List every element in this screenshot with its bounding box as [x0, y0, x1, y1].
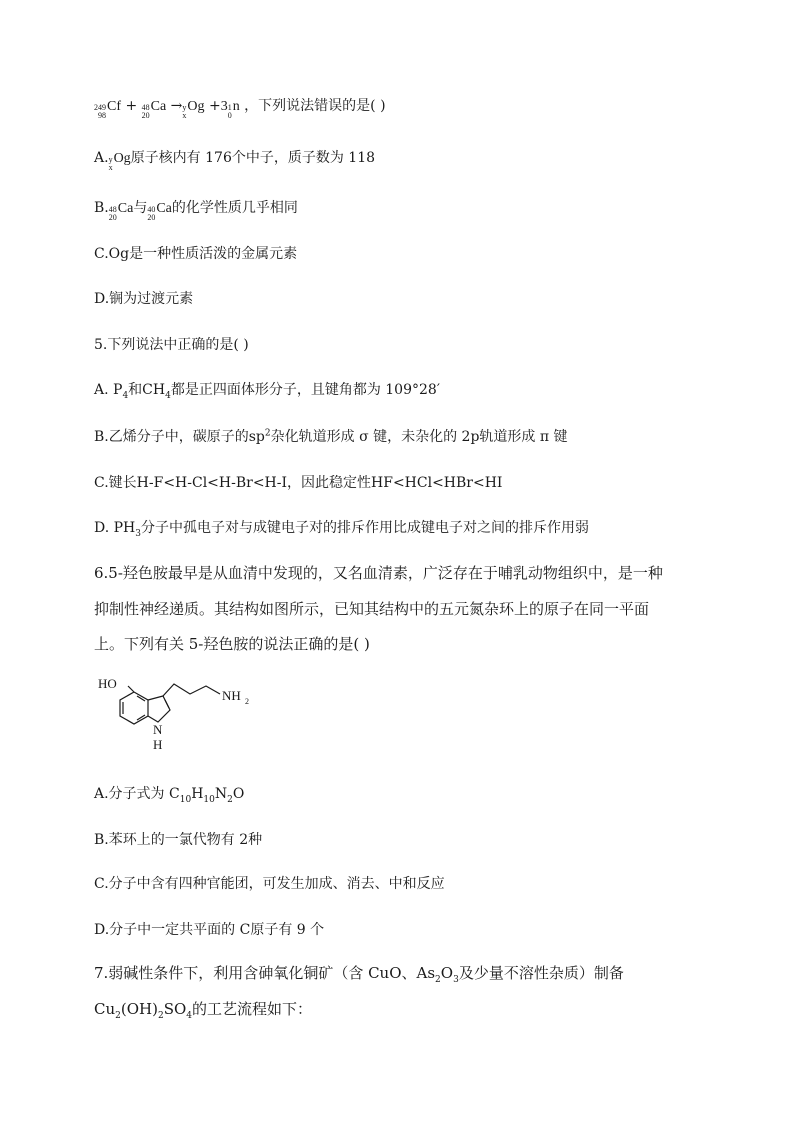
q4-option-d: D.锎为过渡元素 [94, 291, 194, 307]
q6-option-d: D.分子中一定共平面的 C原子有 9 个 [94, 922, 325, 938]
q5-option-b: B.乙烯分子中，碳原子的$sp^2$杂化轨道形成 σ 键，未杂化的 2p轨道形成 π 键 [94, 428, 568, 445]
q5-option-c: C.键长H-F<H-Cl<H-Br<H-I，因此稳定性HF<HCl<HBr<HI [94, 475, 503, 491]
n-label: N [153, 722, 163, 737]
q4-option-a: A. y x Og 原子核内有 176个中子，质子数为 118 [94, 150, 376, 172]
h-label: H [153, 737, 163, 752]
q6-stem-line-1: 6.5-羟色胺最早是从血清中发现的，又名血清素，广泛存在于哺乳动物组织中，是一种 [94, 564, 663, 582]
ethylamine-chain [163, 684, 220, 696]
q5-stem: 5.下列说法中正确的是( ) [94, 337, 249, 353]
benzene-ring [120, 692, 148, 724]
nuclide-n: 3 1 0 n [220, 99, 240, 120]
svg-text:2: 2 [245, 697, 249, 706]
nuclide-ca48: 48 20 Ca [141, 99, 167, 120]
q4-stem-tail: ，下列说法错误的是( ) [244, 98, 386, 114]
q7-stem-line-2: $Cu_2(OH)_2SO_4$的工艺流程如下： [94, 1000, 313, 1021]
ho-label: HO [98, 676, 117, 691]
q7-stem-line-1: 7.弱碱性条件下，利用含砷氧化铜矿（含 CuO、$As_2O_3$及少量不溶性杂质）制备 [94, 964, 624, 985]
serotonin-structure [96, 672, 256, 752]
nh2-label: NH [222, 688, 241, 703]
q4-option-b: B. 48 20 Ca 与 40 20 Ca 的化学性质几乎相同 [94, 200, 298, 222]
nuclide-cf: 249 98 Cf [94, 99, 121, 120]
q4-equation: 249 98 Cf + 48 20 Ca → y x Og + 3 1 0 n ，下列说法错误的是( ) [94, 98, 386, 120]
pyrrole-ring [148, 696, 170, 722]
q5-option-d: D. $PH_3$分子中孤电子对与成键电子对的排斥作用比成键电子对之间的排斥作用弱 [94, 520, 589, 539]
q5-option-a: A. $P_4$和$CH_4$都是正四面体形分子，且键角都为 109°28′ [94, 382, 440, 401]
q6-stem-line-2: 抑制性神经递质。其结构如图所示，已知其结构中的五元氮杂环上的原子在同一平面 [94, 600, 650, 618]
nuclide-og: y x Og [182, 99, 205, 120]
q6-option-b: B.苯环上的一氯代物有 2种 [94, 832, 263, 848]
q6-stem-line-3: 上。下列有关 5-羟色胺的说法正确的是( ) [94, 635, 370, 653]
q6-option-c: C.分子中含有四种官能团，可发生加成、消去、中和反应 [94, 876, 445, 892]
q4-option-c: C.Og是一种性质活泼的金属元素 [94, 246, 298, 262]
q6-option-a: A.分子式为 $C_{10}H_{10}N_2O$ [94, 786, 245, 805]
